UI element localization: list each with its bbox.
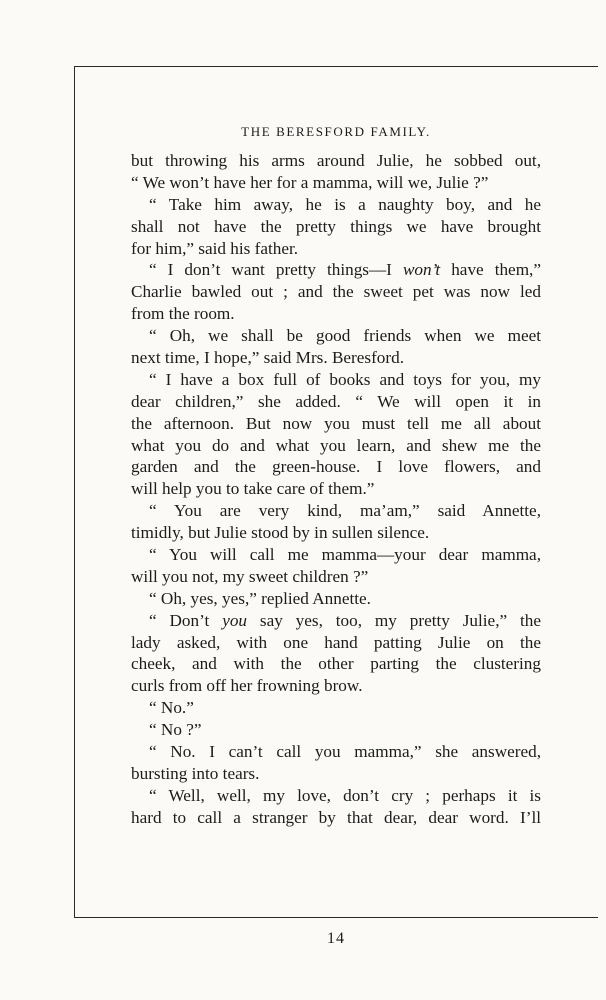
text-line <box>131 259 541 281</box>
text-line: for him,” said his father. <box>131 238 299 258</box>
text-line: “ No. I can’t call you mamma,” she answered, <box>149 742 541 762</box>
text-line: “ No ?” <box>149 720 202 740</box>
text-run: say yes, too, my pretty Julie,” the <box>247 610 541 630</box>
page-number: 14 <box>327 930 345 947</box>
italic-text-run: won’t <box>402 260 441 280</box>
text-line: from the room. <box>131 304 235 324</box>
text-line: curls from off her frowning brow. <box>131 676 363 696</box>
text-line: garden and the green-house. I love flowers, and <box>131 457 541 477</box>
text-line: will you not, my sweet children ?” <box>131 566 369 586</box>
text-line: timidly, but Julie stood by in sullen silence. <box>131 523 430 543</box>
text-line: shall not have the pretty things we have brought <box>131 216 541 236</box>
text-line <box>131 610 541 632</box>
text-run: “ I don’t want pretty things—I <box>149 260 403 280</box>
text-line: next time, I hope,” said Mrs. Beresford. <box>131 348 405 368</box>
text-line: “ Oh, we shall be good friends when we meet <box>149 326 541 346</box>
running-head: THE BERESFORD FAMILY. <box>241 124 431 139</box>
text-line: the afternoon. But now you must tell me all about <box>131 413 541 433</box>
text-line: “ Oh, yes, yes,” replied Annette. <box>149 588 371 608</box>
text-line: lady asked, with one hand patting Julie on the <box>131 632 541 652</box>
text-line: “ Take him away, he is a naughty boy, and he <box>149 194 541 214</box>
text-run: have them,” <box>440 260 541 280</box>
italic-text-run: you <box>222 610 248 630</box>
text-line: dear children,” she added. “ We will open it in <box>131 391 541 411</box>
text-line: Charlie bawled out ; and the sweet pet was now led <box>131 282 541 302</box>
text-line: cheek, and with the other parting the clustering <box>131 654 541 674</box>
text-line: “ You are very kind, ma’am,” said Annette, <box>149 501 541 521</box>
text-line: will help you to take care of them.” <box>131 479 375 499</box>
body-text <box>131 150 541 829</box>
text-line: bursting into tears. <box>131 763 260 783</box>
text-line: hard to call a stranger by that dear, dear word. I’ll <box>131 807 541 827</box>
text-line: “ We won’t have her for a mamma, will we, Julie ?” <box>131 172 489 192</box>
text-run: “ Don’t <box>149 610 223 630</box>
text-line: what you do and what you learn, and shew me the <box>131 435 541 455</box>
text-line: “ You will call me mamma—your dear mamma, <box>149 545 541 565</box>
text-line: “ I have a box full of books and toys for you, my <box>149 369 541 389</box>
text-line: “ No.” <box>149 698 194 718</box>
text-line: “ Well, well, my love, don’t cry ; perhaps it is <box>149 785 541 805</box>
text-line: but throwing his arms around Julie, he sobbed out, <box>131 151 541 170</box>
